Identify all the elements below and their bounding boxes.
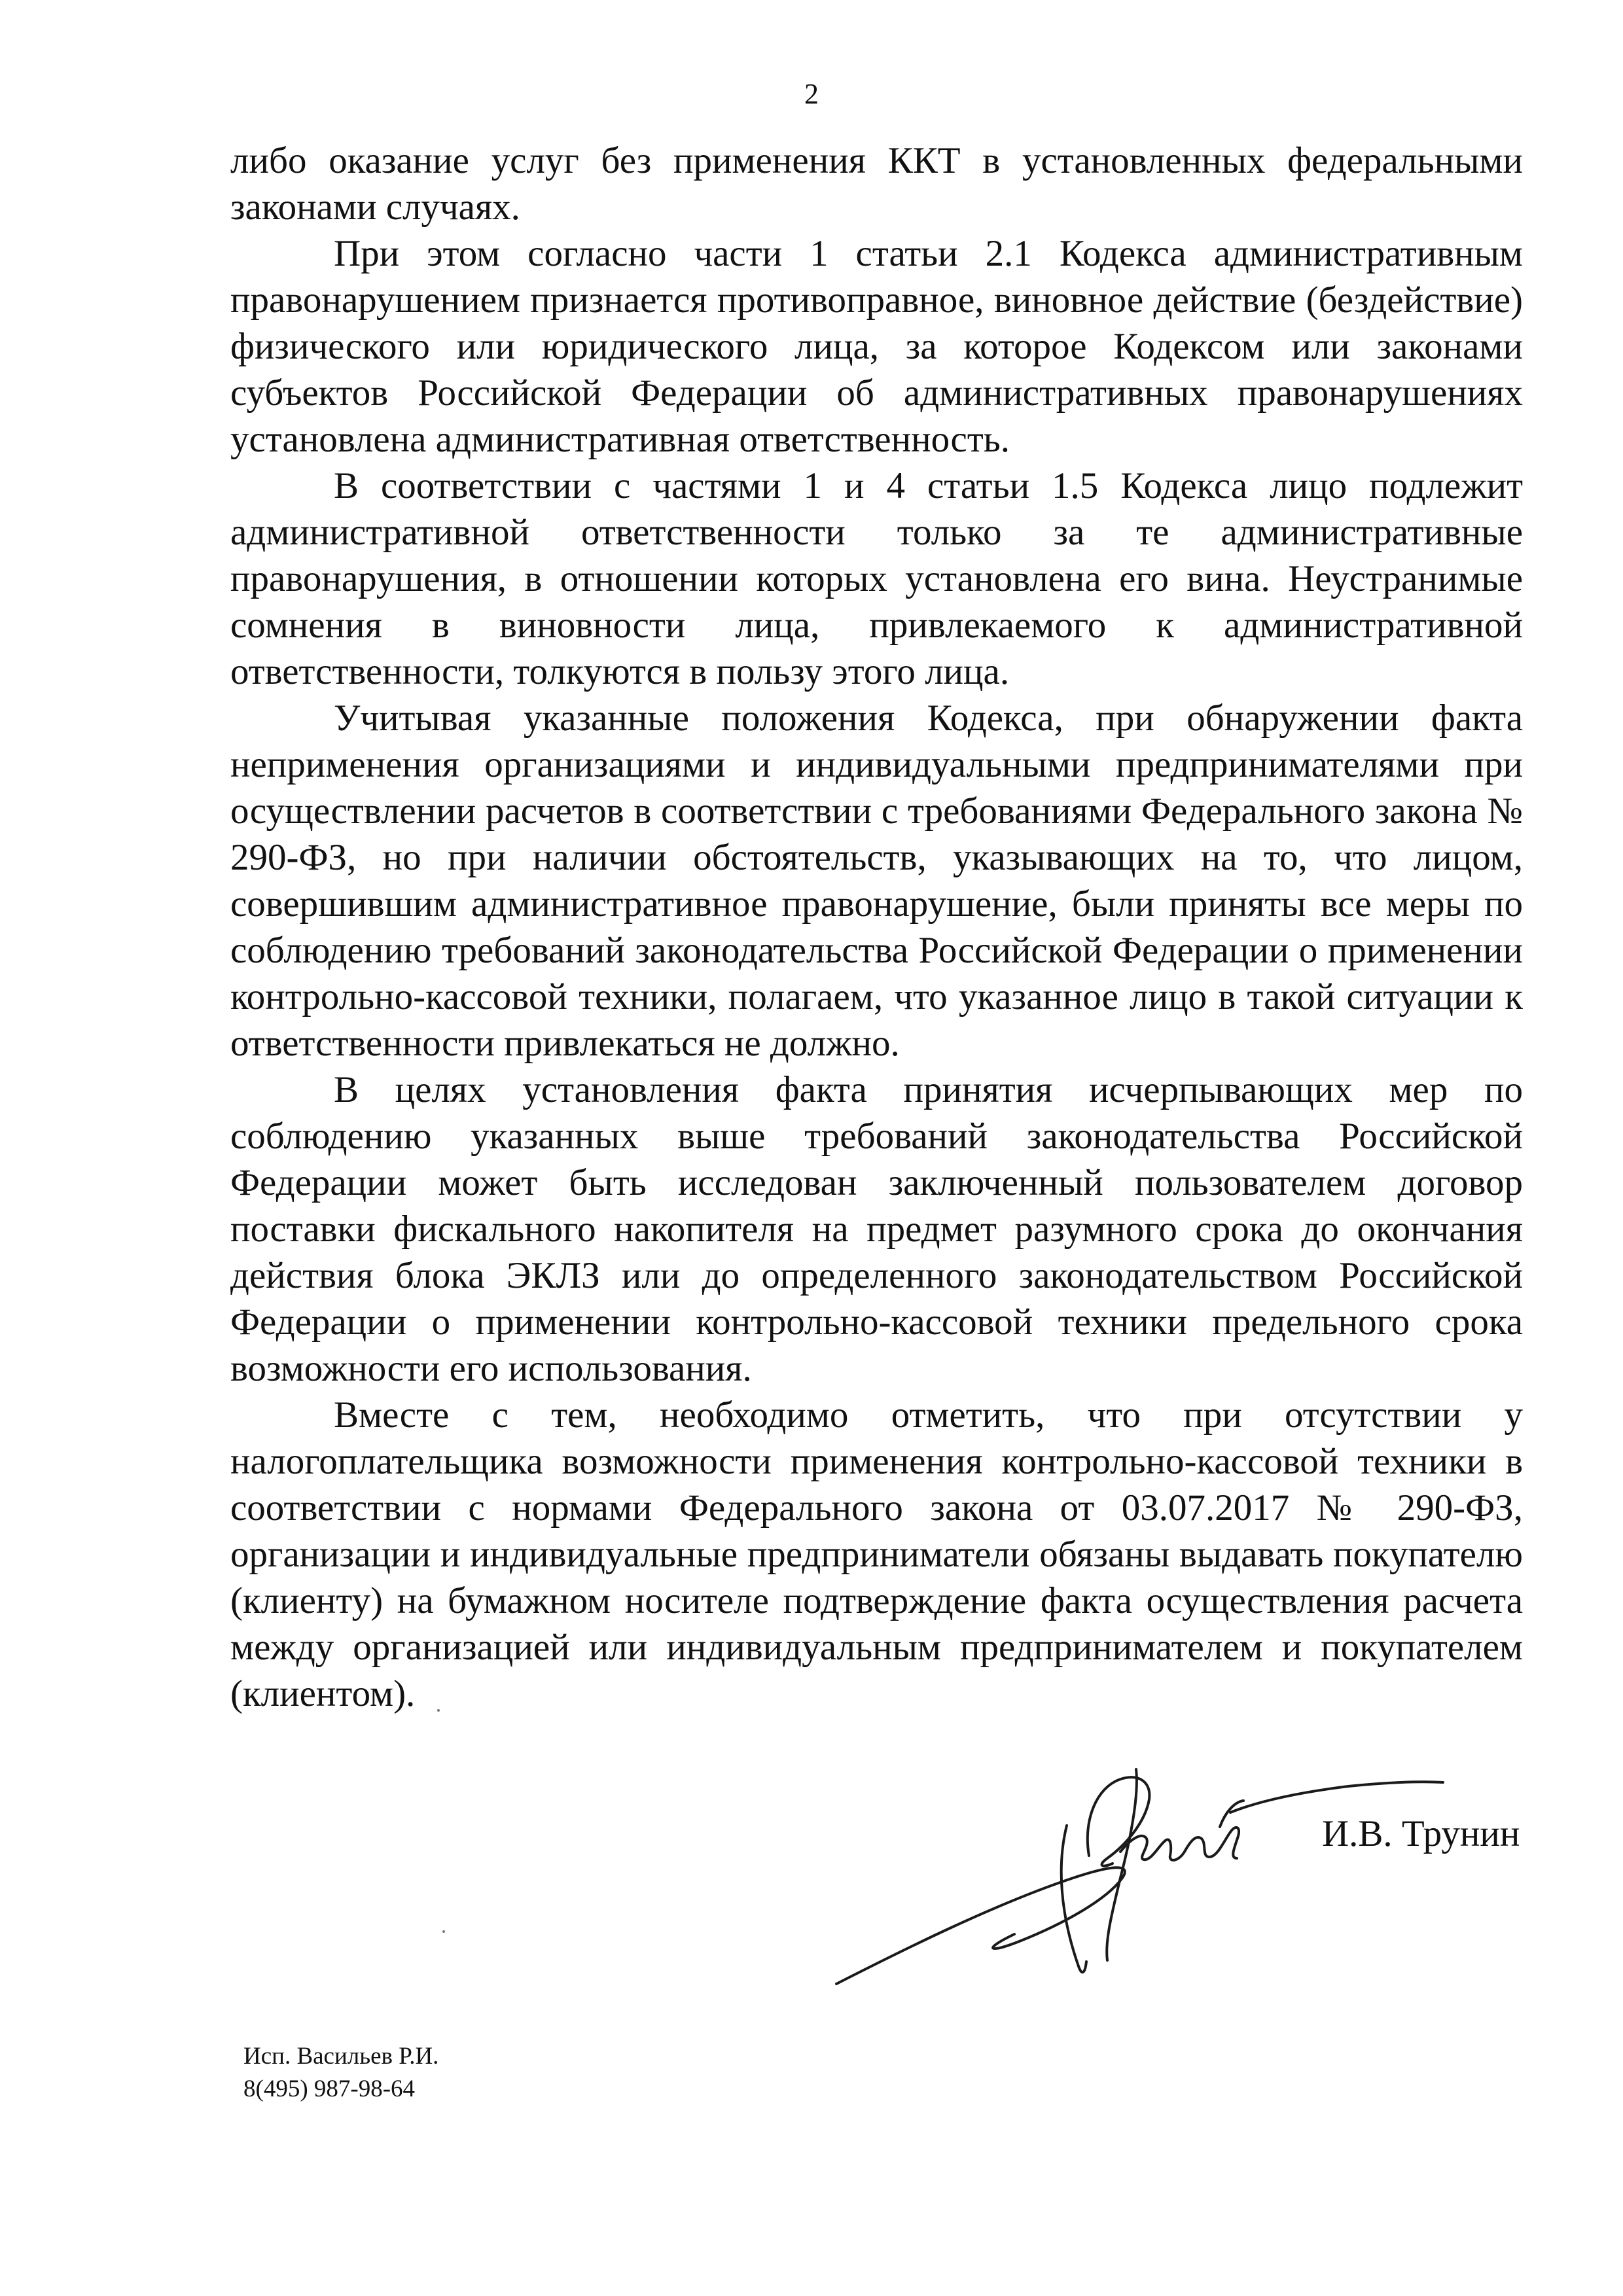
- scan-speck: [437, 1709, 440, 1712]
- paragraph-offense-definition: При этом согласно части 1 статьи 2.1 Кодекса административным правонарушением признается противоправное, виновное действие (бездействие) физического или юридического лица, за которое Кодексом или законами субъектов Российской Федерации об административных правонарушениях установлена административная ответственность.: [230, 233, 1523, 460]
- page-number: 2: [804, 78, 819, 110]
- signature-block: [0, 1727, 1623, 2022]
- letter-body: [230, 137, 1523, 1717]
- handwritten-signature: [825, 1754, 1453, 2002]
- executor-info: [243, 2040, 438, 2106]
- paragraph-kkt-nonuse: Учитывая указанные положения Кодекса, при обнаружении факта неприменения организациями и индивидуальными предпринимателями при осуществлении расчетов в соответствии с требованиями Федерального закона № 290-ФЗ, но при наличии обстоятельств, указывающих на то, что лицом, совершившим административное правонарушение, были приняты все меры по соблюдению требований законодательства Российской Федерации о применении контрольно-кассовой техники, полагаем, что указанное лицо в такой ситуации к ответственности привлекаться не должно.: [230, 698, 1523, 1064]
- paragraph-measures-contract: В целях установления факта принятия исчерпывающих мер по соблюдению указанных выше требований законодательства Российской Федерации может быть исследован заключенный пользователем договор поставки фискального накопителя на предмет разумного срока до окончания действия блока ЭКЛЗ или до определенного законодательством Российской Федерации о применении контрольно-кассовой техники предельного срока возможности его использования.: [230, 1069, 1523, 1389]
- paragraph-continuation: либо оказание услуг без применения ККТ в установленных федеральными законами случаях.: [230, 140, 1523, 228]
- signer-name: И.В. Трунин: [1322, 1813, 1520, 1854]
- paragraph-liability-guilt: В соответствии с частями 1 и 4 статьи 1.5 Кодекса лицо подлежит административной ответственности только за те административные правонарушения, в отношении которых установлена его вина. Неустранимые сомнения в виновности лица, привлекаемого к административной ответственности, толкуются в пользу этого лица.: [230, 465, 1523, 692]
- scan-speck: [442, 1930, 445, 1933]
- paragraph-paper-receipt: Вместе с тем, необходимо отметить, что при отсутствии у налогоплательщика возможности применения контрольно-кассовой техники в соответствии с нормами Федерального закона от 03.07.2017 № 290-ФЗ, организации и индивидуальные предприниматели обязаны выдавать покупателю (клиенту) на бумажном носителе подтверждение факта осуществления расчета между организацией или индивидуальным предпринимателем и покупателем (клиентом).: [230, 1394, 1523, 1714]
- executor-name: Исп. Васильев Р.И.: [243, 2043, 439, 2070]
- executor-phone: 8(495) 987-98-64: [243, 2075, 416, 2102]
